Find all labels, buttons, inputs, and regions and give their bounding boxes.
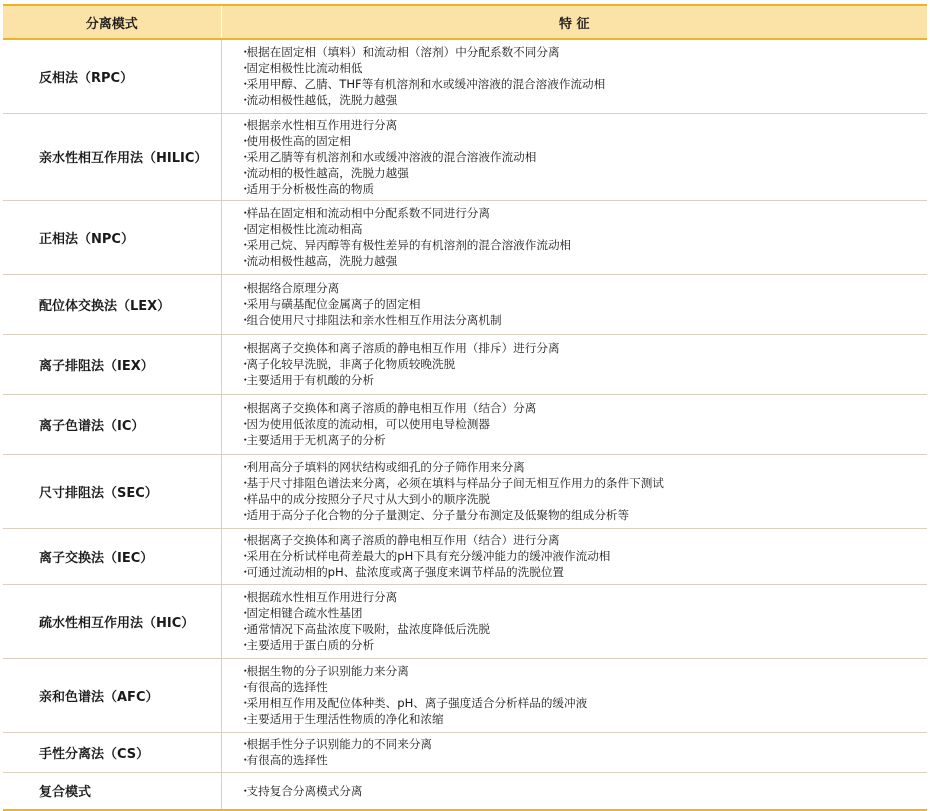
feature-item: ・ 采用己烷、异丙醇等有极性差异的有机溶剂的混合溶液作流动相 — [244, 237, 928, 253]
feature-item: ・ 样品在固定相和流动相中分配系数不同进行分离 — [244, 205, 928, 221]
mode-name: 亲和色谱法（AFC） — [3, 658, 221, 732]
feature-item: ・ 采用乙腈等有机溶剂和水或缓冲溶液的混合溶液作流动相 — [244, 149, 928, 165]
feature-item: ・ 适用于分析极性高的物质 — [244, 181, 928, 197]
feature-item: ・ 根据离子交换体和离子溶质的静电相互作用（结合）分离 — [244, 400, 928, 416]
feature-cell — [221, 274, 927, 334]
mode-name: 手性分离法（CS） — [3, 732, 221, 772]
feature-item: ・ 根据亲水性相互作用进行分离 — [244, 117, 928, 133]
table-row — [3, 772, 927, 810]
feature-item: ・ 采用在分析试样电荷差最大的pH下具有充分缓冲能力的缓冲液作流动相 — [244, 548, 928, 564]
header-row — [3, 5, 927, 39]
feature-item: ・ 可通过流动相的pH、盐浓度或离子强度来调节样品的洗脱位置 — [244, 564, 928, 580]
table-body — [3, 39, 927, 810]
mode-name: 正相法（NPC） — [3, 200, 221, 274]
feature-cell — [221, 454, 927, 528]
feature-item: ・ 主要适用于蛋白质的分析 — [244, 637, 928, 653]
feature-item: ・ 根据在固定相（填料）和流动相（溶剂）中分配系数不同分离 — [244, 44, 928, 60]
mode-name: 离子色谱法（IC） — [3, 394, 221, 454]
feature-item: ・ 流动相的极性越高，洗脱力越强 — [244, 165, 928, 181]
table-row — [3, 274, 927, 334]
table-row — [3, 584, 927, 658]
feature-item: ・ 适用于高分子化合物的分子量测定、分子量分布测定及低聚物的组成分析等 — [244, 507, 928, 523]
feature-item: ・ 样品中的成分按照分子尺寸从大到小的顺序洗脱 — [244, 491, 928, 507]
feature-item: ・ 支持复合分离模式分离 — [244, 783, 928, 799]
table-row — [3, 334, 927, 394]
feature-item: ・ 采用甲醇、乙腈、THF等有机溶剂和水或缓冲溶液的混合溶液作流动相 — [244, 76, 928, 92]
feature-cell — [221, 732, 927, 772]
mode-name: 疏水性相互作用法（HIC） — [3, 584, 221, 658]
feature-item: ・ 基于尺寸排阻色谱法来分离，必须在填料与样品分子间无相互作用力的条件下测试 — [244, 475, 928, 491]
feature-cell — [221, 39, 927, 113]
feature-item: ・ 有很高的选择性 — [244, 679, 928, 695]
table-row — [3, 39, 927, 113]
feature-item: ・ 固定相极性比流动相低 — [244, 60, 928, 76]
header-feature: 特 征 — [221, 5, 927, 39]
table-row — [3, 454, 927, 528]
mode-name: 反相法（RPC） — [3, 39, 221, 113]
feature-item: ・ 根据疏水性相互作用进行分离 — [244, 589, 928, 605]
mode-name: 配位体交换法（LEX） — [3, 274, 221, 334]
separation-mode-table — [3, 4, 927, 811]
table-header — [3, 5, 927, 39]
feature-cell — [221, 528, 927, 584]
mode-name: 亲水性相互作用法（HILIC） — [3, 113, 221, 200]
feature-item: ・ 因为使用低浓度的流动相，可以使用电导检测器 — [244, 416, 928, 432]
feature-item: ・ 采用相互作用及配位体种类、pH、离子强度适合分析样品的缓冲液 — [244, 695, 928, 711]
table-row — [3, 732, 927, 772]
table-row — [3, 200, 927, 274]
mode-name: 离子交换法（IEC） — [3, 528, 221, 584]
feature-item: ・ 离子化较早洗脱，非离子化物质较晚洗脱 — [244, 356, 928, 372]
feature-item: ・ 采用与磺基配位金属离子的固定相 — [244, 296, 928, 312]
feature-item: ・ 通常情况下高盐浓度下吸附，盐浓度降低后洗脱 — [244, 621, 928, 637]
feature-item: ・ 根据手性分子识别能力的不同来分离 — [244, 736, 928, 752]
feature-cell — [221, 772, 927, 810]
feature-cell — [221, 113, 927, 200]
feature-cell — [221, 200, 927, 274]
feature-item: ・ 利用高分子填料的网状结构或细孔的分子筛作用来分离 — [244, 459, 928, 475]
feature-item: ・ 主要适用于生理活性物质的净化和浓缩 — [244, 711, 928, 727]
feature-item: ・ 流动相极性越高，洗脱力越强 — [244, 253, 928, 269]
feature-cell — [221, 334, 927, 394]
mode-name: 离子排阻法（IEX） — [3, 334, 221, 394]
feature-item: ・ 主要适用于无机离子的分析 — [244, 432, 928, 448]
feature-item: ・ 根据离子交换体和离子溶质的静电相互作用（排斥）进行分离 — [244, 340, 928, 356]
feature-item: ・ 固定相极性比流动相高 — [244, 221, 928, 237]
table-row — [3, 658, 927, 732]
feature-item: ・ 根据离子交换体和离子溶质的静电相互作用（结合）进行分离 — [244, 532, 928, 548]
feature-item: ・ 根据络合原理分离 — [244, 280, 928, 296]
feature-item: ・ 有很高的选择性 — [244, 752, 928, 768]
feature-item: ・ 组合使用尺寸排阻法和亲水性相互作用法分离机制 — [244, 312, 928, 328]
feature-item: ・ 主要适用于有机酸的分析 — [244, 372, 928, 388]
feature-item: ・ 根据生物的分子识别能力来分离 — [244, 663, 928, 679]
feature-cell — [221, 584, 927, 658]
table-row — [3, 394, 927, 454]
feature-item: ・ 固定相键合疏水性基团 — [244, 605, 928, 621]
separation-mode-table-container — [3, 4, 927, 811]
mode-name: 复合模式 — [3, 772, 221, 810]
table-row — [3, 528, 927, 584]
feature-item: ・ 流动相极性越低，洗脱力越强 — [244, 92, 928, 108]
feature-cell — [221, 658, 927, 732]
feature-cell — [221, 394, 927, 454]
header-mode: 分离模式 — [3, 5, 221, 39]
mode-name: 尺寸排阻法（SEC） — [3, 454, 221, 528]
table-row — [3, 113, 927, 200]
feature-item: ・ 使用极性高的固定相 — [244, 133, 928, 149]
